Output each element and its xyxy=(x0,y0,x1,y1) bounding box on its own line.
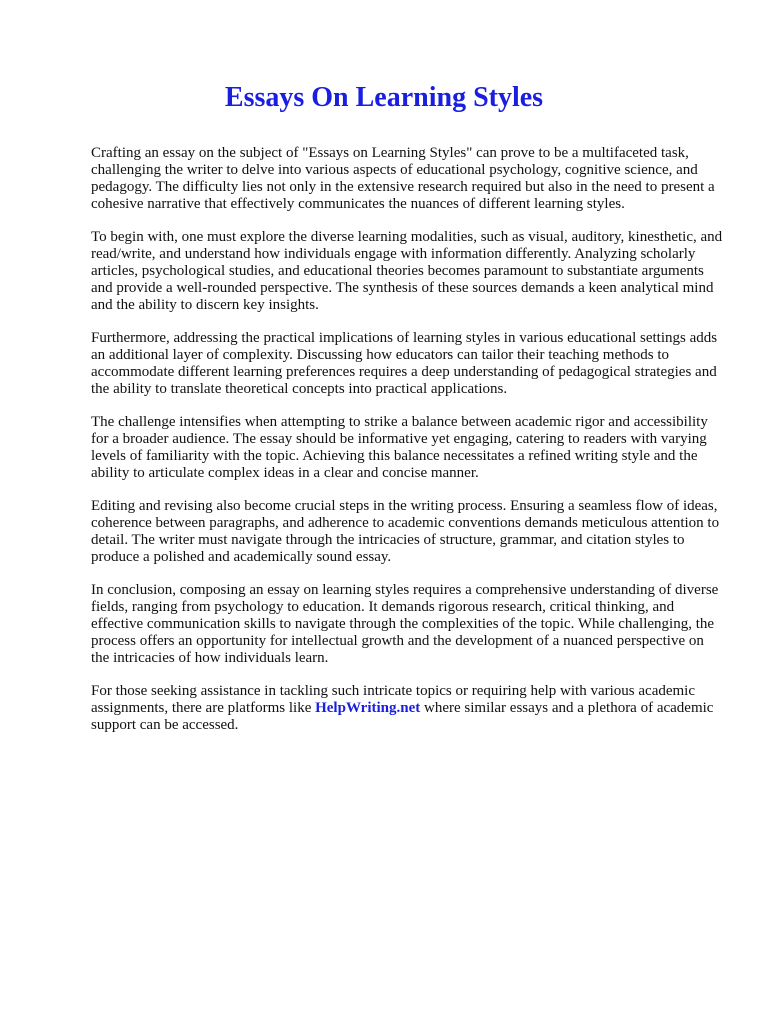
page-title: Essays On Learning Styles xyxy=(224,82,544,113)
paragraph-4: The challenge intensifies when attempting to strike a balance between academic rigor and accessibility for a broader audience. The essay should be informative yet engaging, catering to readers with varying levels of familiarity with the topic. Achieving this balance necessitates a refined writing style and the ability to articulate complex ideas in a clear and concise manner. xyxy=(91,414,708,481)
paragraph-3: Furthermore, addressing the practical implications of learning styles in various educational settings adds an additional layer of complexity. Discussing how educators can tailor their teaching methods to accommodate different learning preferences requires a deep understanding of pedagogical strategies and the ability to translate theoretical concepts into practical applications. xyxy=(91,330,718,397)
paragraph-6: In conclusion, composing an essay on learning styles requires a comprehensive understanding of diverse fields, ranging from psychology to education. It demands rigorous research, critical thinking, and effective communication skills to navigate through the complexities of the topic. While challenging, the process offers an opportunity for intellectual growth and the development of a nuanced perspective on the intricacies of how individuals learn. xyxy=(91,582,719,666)
closing-text-after-link: where similar essays and a plethora of academic support can be accessed. xyxy=(91,700,714,733)
paragraph-2: To begin with, one must explore the diverse learning modalities, such as visual, auditory, kinesthetic, and read/write, and understand how individuals engage with information differently. Analyzing scholarly articles, psychological studies, and educational theories becomes paramount to substantiate arguments and provide a well-rounded perspective. The synthesis of these sources demands a keen analytical mind and the ability to discern key insights. xyxy=(91,229,723,313)
helpwriting-link[interactable]: HelpWriting.net xyxy=(315,700,421,716)
closing-text-before-link: For those seeking assistance in tackling such intricate topics or requiring help with various academic assignments, there are platforms like xyxy=(91,683,695,716)
paragraph-5: Editing and revising also become crucial steps in the writing process. Ensuring a seamless flow of ideas, coherence between paragraphs, and adherence to academic conventions demands meticulous attention to detail. The writer must navigate through the intricacies of structure, grammar, and citation styles to produce a polished and academically sound essay. xyxy=(91,498,720,565)
essay-body xyxy=(91,145,723,750)
paragraph-1: Crafting an essay on the subject of "Essays on Learning Styles" can prove to be a multifaceted task, challenging the writer to delve into various aspects of educational psychology, cognitive science, and pedagogy. The difficulty lies not only in the extensive research required but also in the need to present a cohesive narrative that effectively communicates the nuances of different learning styles. xyxy=(91,145,715,212)
closing-paragraph xyxy=(91,683,723,734)
